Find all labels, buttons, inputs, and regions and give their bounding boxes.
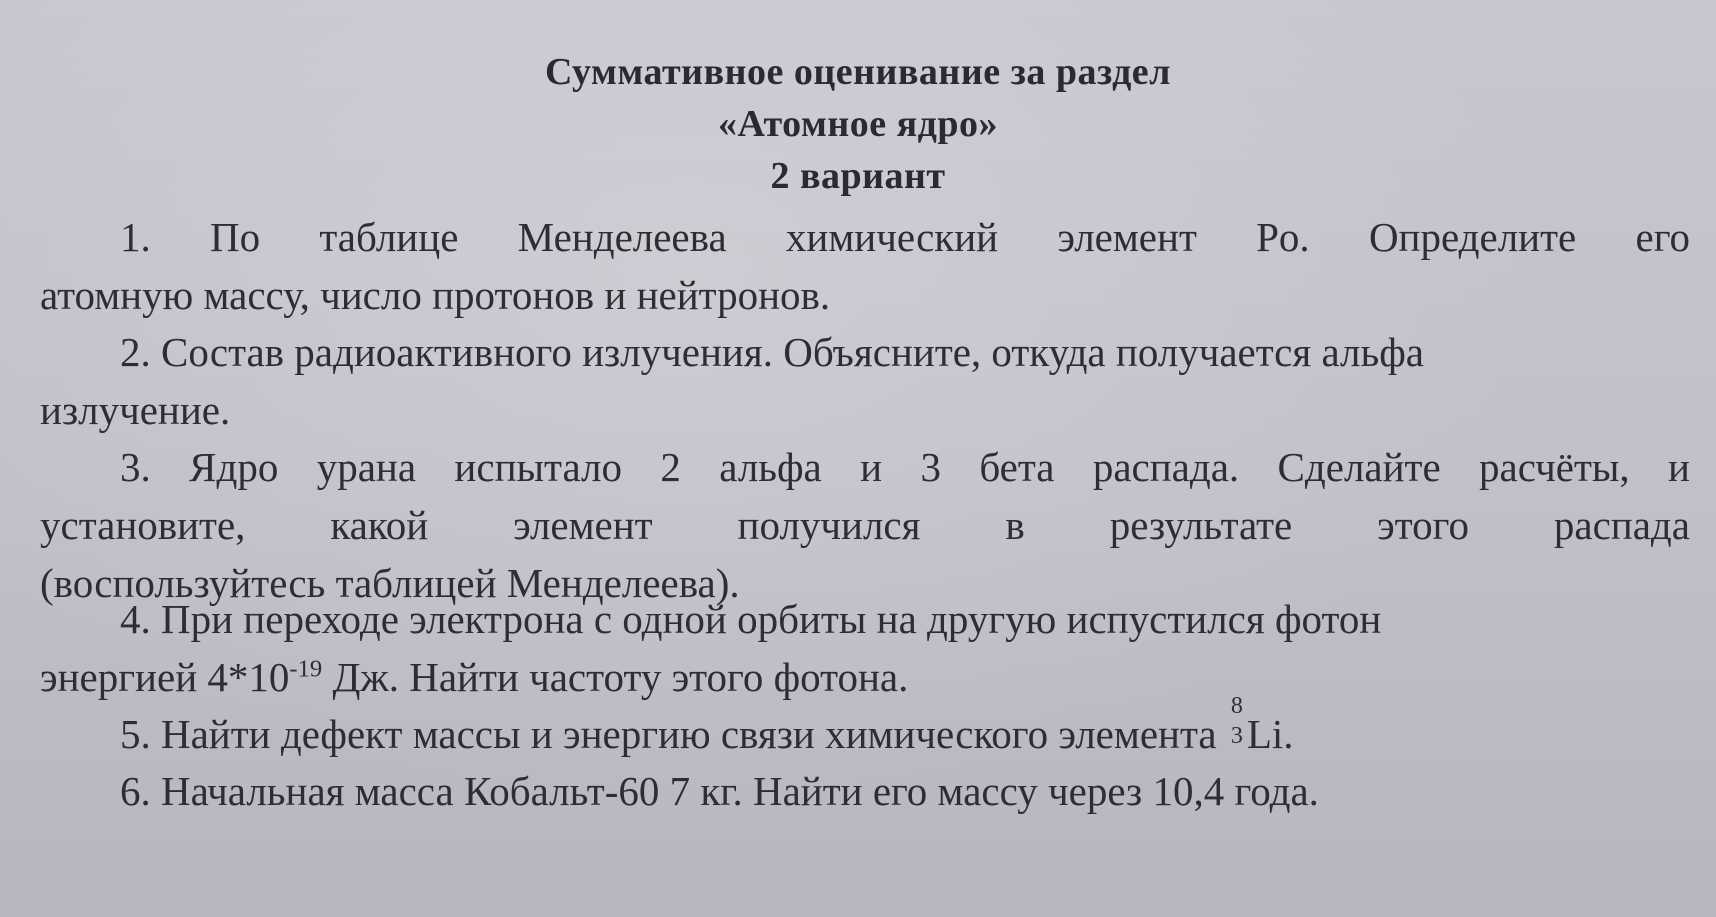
task-5-text: 5. Найти дефект массы и энергию связи химического элемента xyxy=(120,711,1227,757)
task-2-line-2: излучение. xyxy=(40,387,231,433)
isotope-mass-number: 8 xyxy=(1230,693,1243,719)
task-1-line-2: атомную массу, число протонов и нейтронов. xyxy=(40,272,831,318)
isotope-atomic-number: 3 xyxy=(1230,723,1243,749)
task-3-line-3: (воспользуйтесь таблицей Менделеева). xyxy=(40,560,740,606)
isotope-notation xyxy=(1227,693,1247,749)
task-4-line-2 xyxy=(40,648,1690,706)
task-3-line-1: 3. Ядро урана испытало 2 альфа и 3 бета распада. Сделайте расчёты, и xyxy=(120,444,1690,490)
task-2 xyxy=(40,323,1690,439)
task-4-energy-text: энергией 4*10 xyxy=(40,654,290,700)
task-4 xyxy=(40,590,1690,706)
variant-label: 2 вариант xyxy=(770,155,946,197)
task-6-line-1: 6. Начальная масса Кобальт-60 7 кг. Найти его массу через 10,4 года. xyxy=(120,768,1319,814)
task-6 xyxy=(40,762,1690,820)
task-1 xyxy=(40,208,1690,324)
task-5-line-1 xyxy=(40,693,1690,763)
title-line-2: «Атомное ядро» xyxy=(717,103,999,145)
task-4-rest-text: Дж. Найти частоту этого фотона. xyxy=(322,654,909,700)
task-2-line-1: 2. Состав радиоактивного излучения. Объясните, откуда получается альфа xyxy=(120,329,1424,375)
task-5 xyxy=(40,693,1690,763)
task-4-exponent: -19 xyxy=(289,655,323,683)
task-4-line-1: 4. При переходе электрона с одной орбиты на другую испустился фотон xyxy=(120,596,1382,642)
isotope-symbol: Li xyxy=(1246,711,1284,757)
task-3 xyxy=(40,438,1690,612)
task-5-end: . xyxy=(1283,711,1294,757)
task-1-line-1: 1. По таблице Менделеева химический элемент Po. Определите его xyxy=(120,214,1690,260)
title-line-1: Суммативное оценивание за раздел xyxy=(545,51,1171,93)
task-3-line-2: установите, какой элемент получился в результате этого распада xyxy=(40,502,1690,548)
